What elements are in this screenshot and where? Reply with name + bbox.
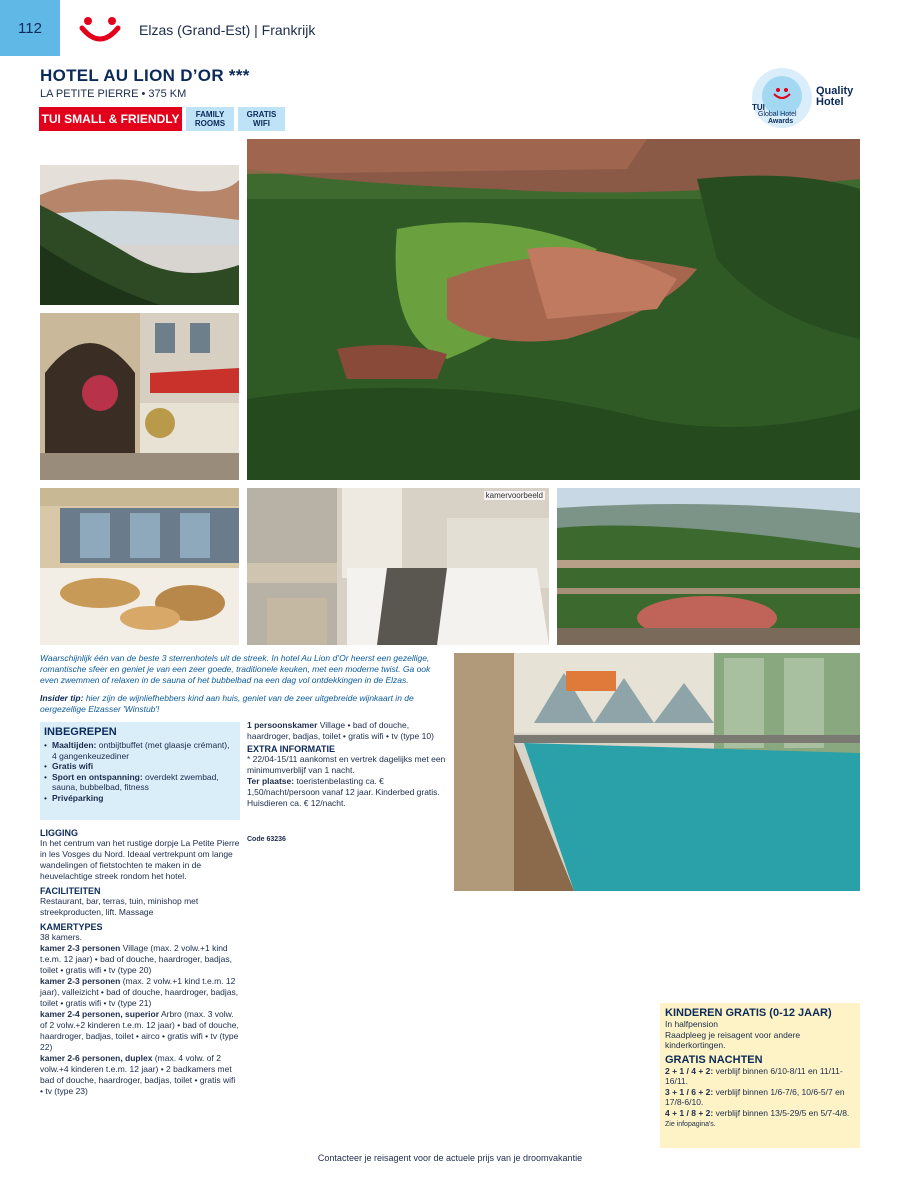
free-nights-title: GRATIS NACHTEN <box>665 1053 763 1066</box>
ter-plaatse-text: toeristenbelasting ca. € 1,50/nacht/persoon vanaf 12 jaar. Kinderbed gratis. Huisdieren ca. € 12/nacht. <box>247 776 440 808</box>
room-type <box>40 943 240 976</box>
breakfast-buffet-photo <box>40 488 239 645</box>
offer-label: 3 + 1 / 6 + 2: <box>665 1086 714 1097</box>
kids-line2: Raadpleeg je reisagent voor andere kinderkortingen. <box>665 1029 801 1050</box>
middle-column <box>247 720 447 809</box>
free-night-offer <box>665 1066 855 1087</box>
award-logo-global: Global Hotel <box>758 111 797 118</box>
list-item <box>44 740 236 761</box>
faciliteiten-title: FACILITEITEN <box>40 886 101 896</box>
offer-label: 2 + 1 / 4 + 2: <box>665 1065 714 1076</box>
breadcrumb: Elzas (Grand-Est) | Frankrijk <box>139 22 316 38</box>
page-number: 112 <box>0 0 60 56</box>
hotel-label: Hotel <box>816 96 844 108</box>
room-type-label: kamer 2-6 personen, duplex <box>40 1053 153 1063</box>
room-type-label: kamer 2-4 personen, superior <box>40 1009 160 1019</box>
room-type-text: (max. 4 volw. of 2 volw.+4 kinderen t.e.m. 12 jaar) • 2 badkamers met bad of douche, haardroger, badjas, toilet • gratis wifi • tv (type 23) <box>40 1053 236 1096</box>
ter-plaatse <box>247 776 447 809</box>
intro-text: Waarschijnlijk één van de beste 3 sterrenhotels uit de streek. In hotel Au Lion d’Or heerst een gezellige, romantische sfeer en geniet je van een zeer goede, traditionele keuken, met een moderne twist. Ga ook even zwemmen of relaxen in de sauna of het bubbelbad na een dag vol ontdekkingen in de Elzas. <box>40 653 431 685</box>
room-type <box>40 976 240 1009</box>
valley-mist-photo <box>40 165 239 305</box>
award-logo-tui: TUI <box>752 103 765 112</box>
offer-text: verblijf binnen 13/5-29/5 en 5/7-4/8. <box>713 1107 850 1118</box>
quality-label: Quality <box>816 85 854 97</box>
room-type-text: Arbro (max. 3 volw. of 2 volw.+2 kinderen t.e.m. 12 jaar) • bad of douche, haardroger, badjas, toilet • airco • gratis wifi • tv (type 22) <box>40 1009 239 1052</box>
offer-text: verblijf binnen 6/10-8/11 en 11/11-16/11. <box>665 1065 843 1086</box>
room-photo <box>247 488 549 645</box>
family-rooms-badge: FAMILY ROOMS <box>186 107 234 131</box>
item-label: Sport en ontspanning: <box>52 771 143 782</box>
terrace-view-photo <box>557 488 860 645</box>
item-label: Gratis wifi <box>52 761 94 771</box>
free-night-offer <box>665 1087 855 1108</box>
room-photo-caption: kamervoorbeeld <box>485 491 543 500</box>
footer-text: Contacteer je reisagent voor de actuele prijs van je droomvakantie <box>317 1153 583 1163</box>
single-room-text: Village • bad of douche, haardroger, badjas, toilet • gratis wifi • tv (type 10) <box>247 720 434 741</box>
quality-hotel-label <box>816 86 853 108</box>
ter-plaatse-label: Ter plaatse: <box>247 776 295 786</box>
booking-code: Code 63236 <box>247 836 286 843</box>
room-type <box>40 1053 240 1097</box>
item-text: ontbijtbuffet (met glaasje crémant), 4 gangenkeuzediner <box>52 740 230 761</box>
ligging-title: LIGGING <box>40 828 78 838</box>
insider-tip-label: Insider tip: <box>40 693 84 703</box>
aerial-village-photo <box>247 139 860 480</box>
kids-title: KINDEREN GRATIS (0-12 JAAR) <box>665 1007 832 1019</box>
info-note: Zie infopagina's. <box>665 1121 716 1128</box>
kamertypes-count: 38 kamers. <box>40 932 83 942</box>
inbegrepen-title: INBEGREPEN <box>44 726 117 738</box>
offer-text: verblijf binnen 1/6-7/6, 10/6-5/7 en 17/8-6/10. <box>665 1086 845 1107</box>
hotel-subtitle: LA PETITE PIERRE • 375 KM <box>40 88 187 100</box>
extra-info-text: * 22/04-15/11 aankomst en vertrek dagelijks met een minimumverblijf van 1 nacht. <box>247 754 446 775</box>
insider-tip <box>40 693 440 715</box>
kids-line1: In halfpension <box>665 1019 718 1029</box>
room-type-label: kamer 2-3 personen <box>40 943 121 953</box>
award-logo-text <box>752 104 797 125</box>
small-friendly-badge: TUI SMALL & FRIENDLY <box>39 107 182 131</box>
left-column <box>40 824 240 1097</box>
free-night-offer <box>665 1108 855 1119</box>
offer-label: 4 + 1 / 8 + 2: <box>665 1107 714 1118</box>
extra-info-title: EXTRA INFORMATIE <box>247 744 335 754</box>
list-item <box>44 793 236 804</box>
item-text: overdekt zwembad, sauna, bubbelbad, fitness <box>52 771 219 792</box>
gratis-wifi-badge: GRATIS WIFI <box>238 107 285 131</box>
item-label: Privéparking <box>52 792 104 803</box>
indoor-pool-photo <box>454 653 860 891</box>
faciliteiten-text: Restaurant, bar, terras, tuin, minishop met streekproducten, lift. Massage <box>40 896 199 917</box>
tui-logo-icon <box>78 12 122 46</box>
list-item <box>44 772 236 793</box>
inbegrepen-box <box>40 722 240 820</box>
single-room <box>247 720 447 742</box>
room-type-text: (max. 2 volw.+1 kind t.e.m. 12 jaar), valleizicht • bad of douche, haardroger, badjas, toilet • gratis wifi • tv (type 21) <box>40 976 239 1008</box>
hotel-title: HOTEL AU LION D’OR *** <box>40 66 250 85</box>
list-item <box>44 761 236 772</box>
item-label: Maaltijden: <box>52 740 97 750</box>
room-type-text: Village (max. 2 volw.+1 kind t.e.m. 12 jaar) • bad of douche, haardroger, badjas, toilet • gratis wifi • tv (type 20) <box>40 943 232 975</box>
ligging-text: In het centrum van het rustige dorpje La Petite Pierre in les Vosges du Nord. Ideaal vertrekpunt om lange wandelingen of fietstochten te maken in de heuvelachtige streek rondom het hotel. <box>40 838 240 881</box>
room-type-label: kamer 2-3 personen <box>40 976 121 986</box>
room-type <box>40 1009 240 1053</box>
kids-offer-box <box>660 1003 860 1148</box>
award-logo-awards: Awards <box>768 118 794 125</box>
single-room-label: 1 persoonskamer <box>247 720 318 730</box>
restaurant-entrance-photo <box>40 313 239 480</box>
kamertypes-title: KAMERTYPES <box>40 922 103 932</box>
insider-tip-text: hier zijn de wijnliefhebbers kind aan huis, geniet van de zeer uitgebreide wijnkaart in de oergezellige Elzasser 'Winstub'! <box>40 693 414 714</box>
